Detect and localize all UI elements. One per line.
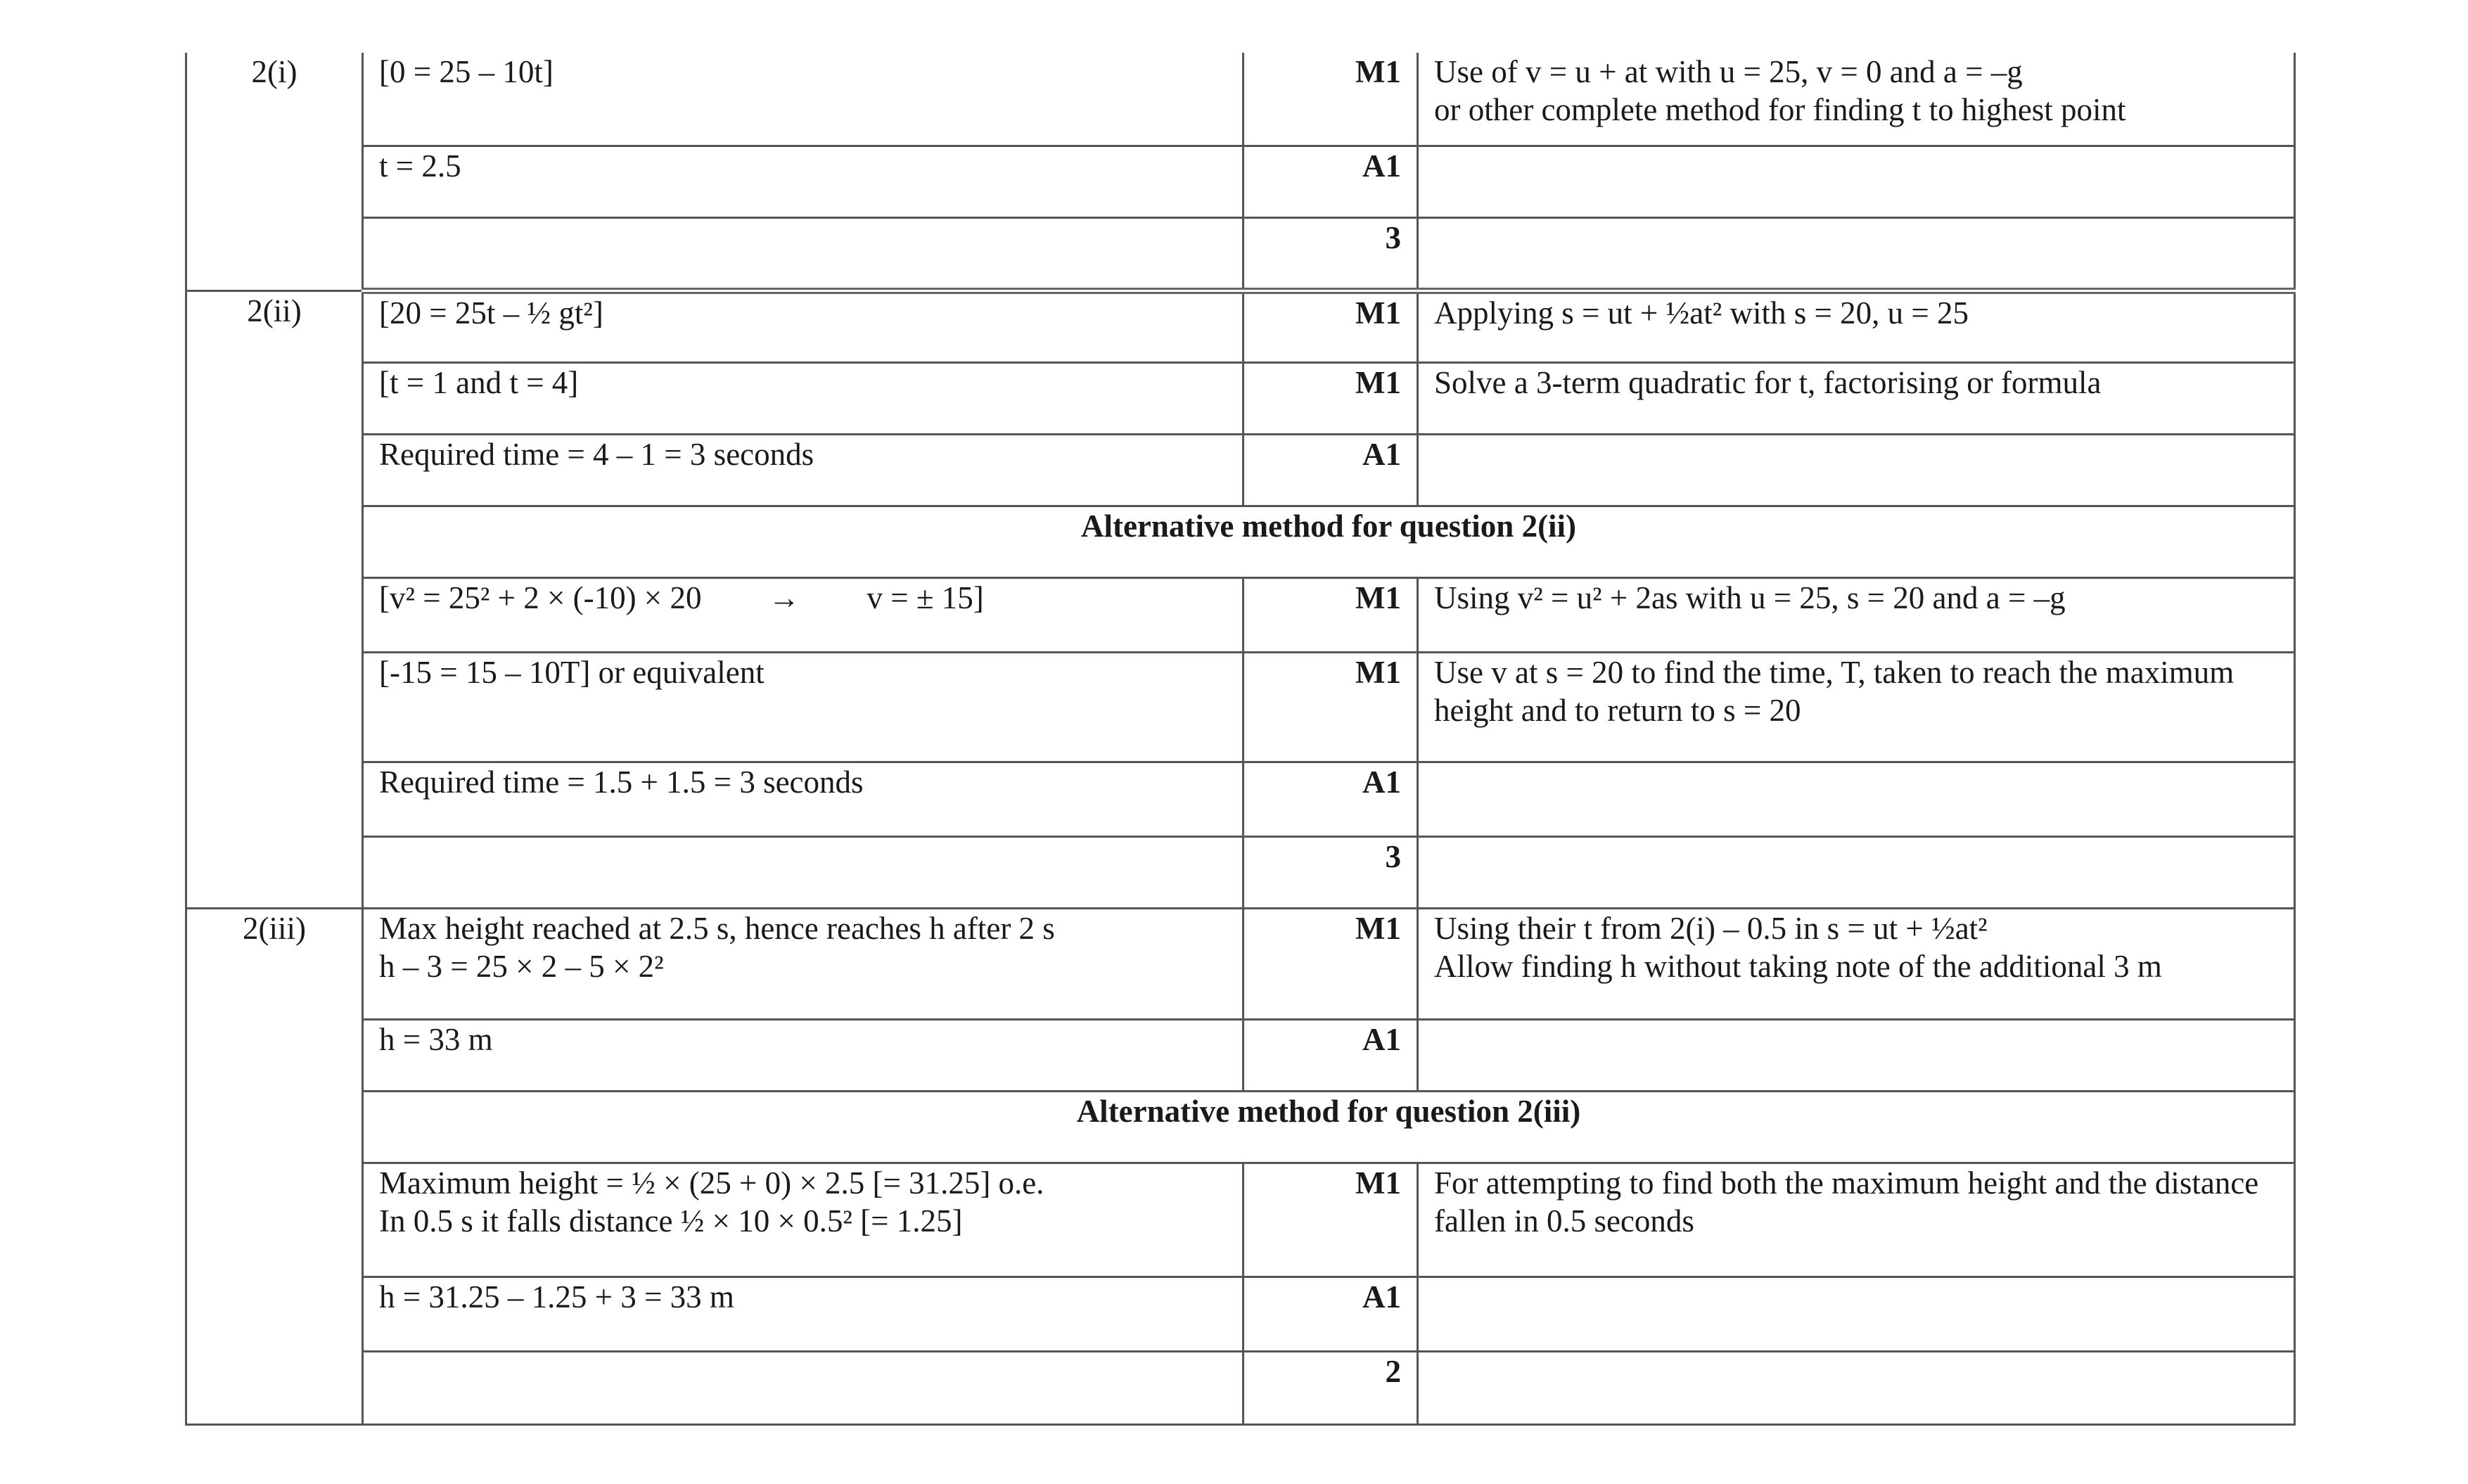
- mark-cell: M1: [1243, 362, 1418, 434]
- answer-cell: [363, 577, 1243, 652]
- answer-cell: [363, 146, 1243, 217]
- answer-cell: [363, 836, 1243, 908]
- guidance-cell: [1418, 146, 2295, 217]
- guidance-cell: [1418, 1277, 2295, 1351]
- answer-cell: [363, 762, 1243, 836]
- mark-scheme-table: [185, 53, 2296, 1426]
- answer-line: [0 = 25 – 10t]: [379, 54, 554, 89]
- mark-cell: A1: [1243, 1019, 1418, 1091]
- guidance-line: or other complete method for finding t to highest point: [1434, 92, 2126, 127]
- guidance-line: Applying s = ut + ½at² with s = 20, u = 25: [1434, 295, 1969, 331]
- answer-part: v = ± 15]: [867, 580, 984, 615]
- answer-cell: [363, 434, 1243, 506]
- table-row: [186, 362, 2295, 434]
- mark-cell: M1: [1243, 908, 1418, 1019]
- answer-cell: [363, 362, 1243, 434]
- table-row: [186, 1277, 2295, 1351]
- table-row: [186, 836, 2295, 908]
- guidance-cell: [1418, 652, 2295, 762]
- mark-scheme-body: [186, 53, 2295, 1424]
- guidance-line: fallen in 0.5 seconds: [1434, 1203, 1694, 1239]
- guidance-cell: [1418, 53, 2295, 146]
- table-row: [186, 652, 2295, 762]
- table-row: [186, 762, 2295, 836]
- answer-part: [v² = 25² + 2 × (-10) × 20: [379, 580, 702, 615]
- table-row: [186, 577, 2295, 652]
- question-number: 2(iii): [186, 908, 363, 1424]
- guidance-line: Using their t from 2(i) – 0.5 in s = ut + ½at²: [1434, 910, 1988, 946]
- answer-line: h – 3 = 25 × 2 – 5 × 2²: [379, 948, 664, 984]
- answer-cell: [363, 1351, 1243, 1424]
- mark-cell: M1: [1243, 652, 1418, 762]
- mark-cell: M1: [1243, 577, 1418, 652]
- guidance-cell: [1418, 434, 2295, 506]
- answer-cell: [363, 290, 1243, 362]
- answer-line: [t = 1 and t = 4]: [379, 364, 579, 400]
- mark-cell: 3: [1243, 217, 1418, 290]
- answer-line: t = 2.5: [379, 148, 461, 184]
- answer-line: h = 33 m: [379, 1021, 493, 1057]
- mark-cell: A1: [1243, 146, 1418, 217]
- mark-cell: M1: [1243, 53, 1418, 146]
- answer-line: Max height reached at 2.5 s, hence reaches h after 2 s: [379, 910, 1055, 946]
- alternative-method-heading: Alternative method for question 2(ii): [363, 506, 2295, 577]
- mark-cell: M1: [1243, 1163, 1418, 1277]
- answer-line: h = 31.25 – 1.25 + 3 = 33 m: [379, 1279, 734, 1315]
- table-row: [186, 1351, 2295, 1424]
- guidance-line: For attempting to find both the maximum height and the distance: [1434, 1165, 2259, 1201]
- answer-part: →: [768, 580, 800, 615]
- question-number: 2(i): [186, 53, 363, 290]
- guidance-cell: [1418, 762, 2295, 836]
- mark-cell: A1: [1243, 762, 1418, 836]
- answer-line: Required time = 4 – 1 = 3 seconds: [379, 436, 814, 472]
- guidance-cell: [1418, 1163, 2295, 1277]
- alternative-method-heading: Alternative method for question 2(iii): [363, 1091, 2295, 1163]
- answer-cell: [363, 652, 1243, 762]
- table-row: [186, 217, 2295, 290]
- mark-cell: 3: [1243, 836, 1418, 908]
- guidance-cell: [1418, 217, 2295, 290]
- answer-line: In 0.5 s it falls distance ½ × 10 × 0.5² [= 1.25]: [379, 1203, 963, 1239]
- answer-cell: [363, 217, 1243, 290]
- table-row: [186, 506, 2295, 577]
- guidance-cell: [1418, 1351, 2295, 1424]
- guidance-line: Solve a 3-term quadratic for t, factorising or formula: [1434, 364, 2102, 400]
- guidance-cell: [1418, 836, 2295, 908]
- mark-scheme: [185, 53, 2294, 1426]
- mark-cell: 2: [1243, 1351, 1418, 1424]
- answer-line: Required time = 1.5 + 1.5 = 3 seconds: [379, 764, 864, 800]
- answer-line: [379, 579, 1227, 617]
- guidance-cell: [1418, 577, 2295, 652]
- guidance-cell: [1418, 1019, 2295, 1091]
- guidance-line: Using v² = u² + 2as with u = 25, s = 20 and a = –g: [1434, 580, 2066, 615]
- guidance-cell: [1418, 362, 2295, 434]
- answer-line: Maximum height = ½ × (25 + 0) × 2.5 [= 31.25] o.e.: [379, 1165, 1044, 1201]
- guidance-line: Allow finding h without taking note of the additional 3 m: [1434, 948, 2162, 984]
- mark-cell: A1: [1243, 1277, 1418, 1351]
- table-row: [186, 1091, 2295, 1163]
- mark-cell: A1: [1243, 434, 1418, 506]
- guidance-cell: [1418, 908, 2295, 1019]
- answer-cell: [363, 1019, 1243, 1091]
- table-row: [186, 146, 2295, 217]
- guidance-line: height and to return to s = 20: [1434, 692, 1801, 728]
- table-row: [186, 434, 2295, 506]
- mark-cell: M1: [1243, 290, 1418, 362]
- table-row: [186, 1163, 2295, 1277]
- guidance-line: Use v at s = 20 to find the time, T, taken to reach the maximum: [1434, 654, 2234, 690]
- answer-cell: [363, 1163, 1243, 1277]
- answer-line: [-15 = 15 – 10T] or equivalent: [379, 654, 765, 690]
- answer-cell: [363, 908, 1243, 1019]
- answer-cell: [363, 53, 1243, 146]
- table-row: [186, 290, 2295, 362]
- question-number: 2(ii): [186, 290, 363, 908]
- table-row: [186, 908, 2295, 1019]
- guidance-cell: [1418, 290, 2295, 362]
- answer-cell: [363, 1277, 1243, 1351]
- table-row: [186, 53, 2295, 146]
- table-row: [186, 1019, 2295, 1091]
- answer-line: [20 = 25t – ½ gt²]: [379, 295, 603, 331]
- guidance-line: Use of v = u + at with u = 25, v = 0 and a = –g: [1434, 54, 2023, 89]
